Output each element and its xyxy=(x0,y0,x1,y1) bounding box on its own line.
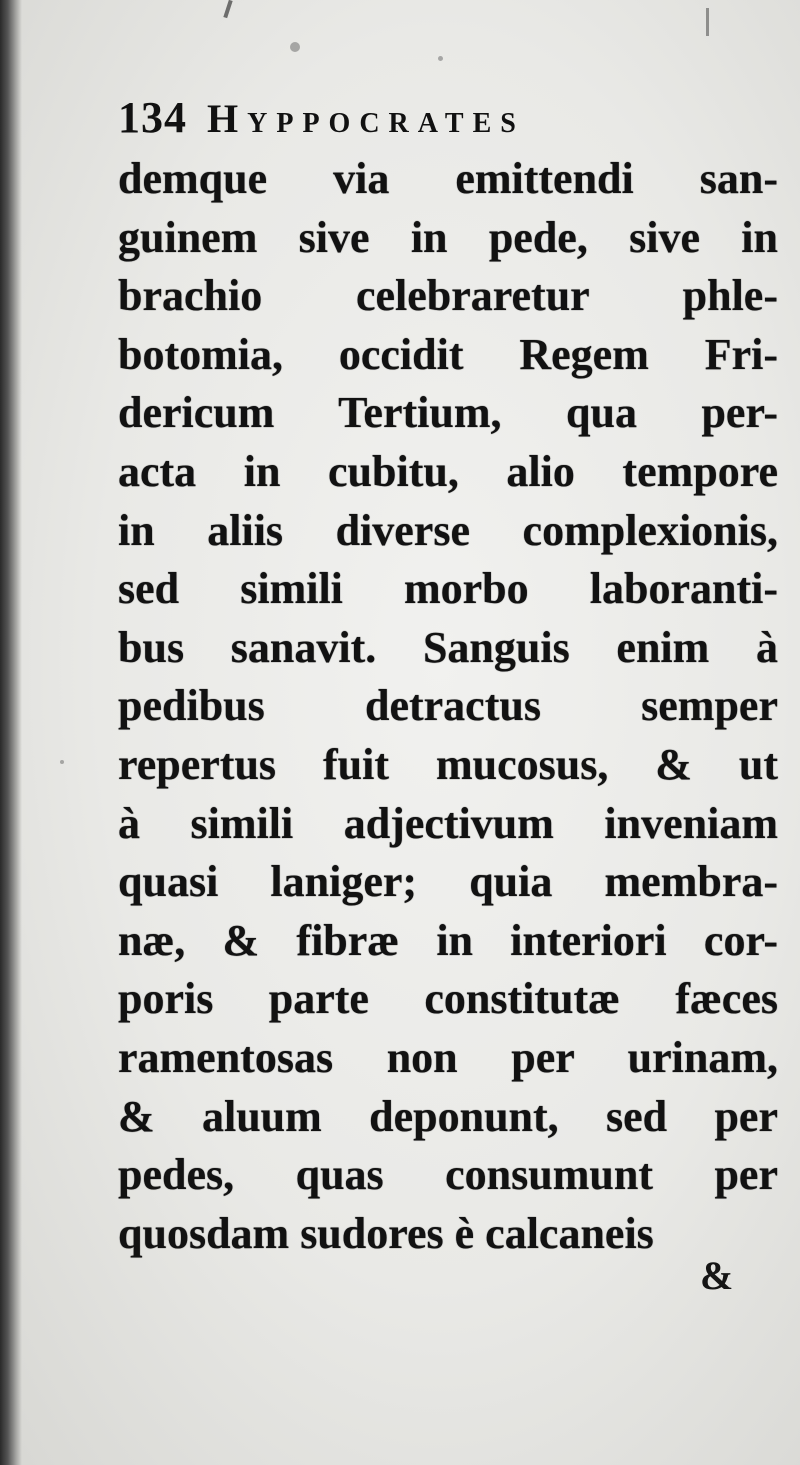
catchword: & xyxy=(700,1253,734,1298)
text-line: næ, & fibræ in interiori cor- xyxy=(118,915,778,965)
text-line: à simili adjectivum inveniam xyxy=(118,798,778,848)
text-line: guinem sive in pede, sive in xyxy=(118,212,778,262)
ink-stroke-mark-right xyxy=(706,8,709,36)
text-line: poris parte constitutæ fæces xyxy=(118,974,778,1024)
ink-speck xyxy=(438,56,443,61)
text-line: pedibus detractus semper xyxy=(118,681,778,731)
ink-speck xyxy=(290,42,300,52)
page-gutter-shadow xyxy=(0,0,22,1465)
text-line: brachio celebraretur phle- xyxy=(118,271,778,321)
text-line: demque via emittendi san- xyxy=(118,154,778,203)
text-line: dericum Tertium, qua per- xyxy=(118,388,778,438)
text-line: quosdam sudores è calcaneis xyxy=(118,1208,654,1258)
text-line: botomia, occidit Regem Fri- xyxy=(118,329,778,379)
text-line: ramentosas non per urinam, xyxy=(118,1032,778,1082)
text-line: pedes, quas consumunt per xyxy=(118,1150,778,1200)
text-line: in aliis diverse complexionis, xyxy=(118,505,778,555)
text-line: acta in cubitu, alio tempore xyxy=(118,446,778,496)
body-text xyxy=(118,150,778,1263)
page-number: 134 xyxy=(118,93,187,142)
text-line: repertus fuit mucosus, & ut xyxy=(118,739,778,789)
ink-speck xyxy=(60,760,64,764)
running-title: Hyppocrates xyxy=(207,96,525,141)
text-line: bus sanavit. Sanguis enim à xyxy=(118,622,778,672)
ink-stroke-mark xyxy=(223,0,232,18)
text-line: quasi laniger; quia membra- xyxy=(118,857,778,907)
text-line: & aluum deponunt, sed per xyxy=(118,1091,778,1141)
text-line: sed simili morbo laboranti- xyxy=(118,564,778,614)
page-header xyxy=(118,92,778,152)
